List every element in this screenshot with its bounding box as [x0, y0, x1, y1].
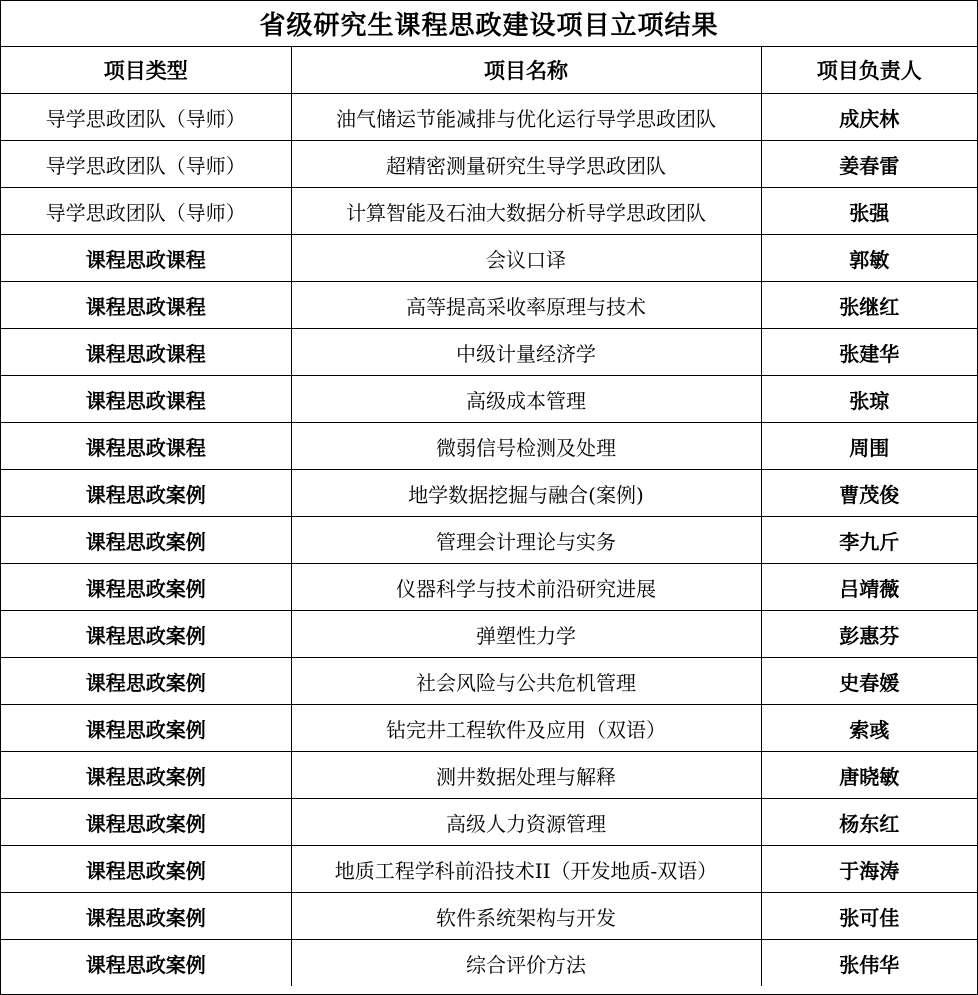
project-name-cell: 高级人力资源管理 [291, 799, 761, 846]
results-table [1, 1, 977, 986]
project-lead-cell: 吕靖薇 [761, 564, 977, 611]
project-type-cell: 课程思政案例 [1, 517, 291, 564]
project-name-cell: 地质工程学科前沿技术II（开发地质-双语） [291, 846, 761, 893]
project-lead-cell: 周围 [761, 423, 977, 470]
project-name-cell: 地学数据挖掘与融合(案例) [291, 470, 761, 517]
table-row [1, 752, 977, 799]
project-type-cell: 课程思政案例 [1, 705, 291, 752]
project-type-cell: 课程思政案例 [1, 846, 291, 893]
project-lead-cell: 张琼 [761, 376, 977, 423]
project-name-cell: 社会风险与公共危机管理 [291, 658, 761, 705]
project-lead-cell: 曹茂俊 [761, 470, 977, 517]
table-row [1, 329, 977, 376]
project-lead-cell: 张建华 [761, 329, 977, 376]
project-type-cell: 课程思政案例 [1, 893, 291, 940]
project-type-cell: 课程思政课程 [1, 423, 291, 470]
project-name-cell: 会议口译 [291, 235, 761, 282]
project-name-cell: 软件系统架构与开发 [291, 893, 761, 940]
table-row [1, 940, 977, 987]
project-lead-cell: 李九斤 [761, 517, 977, 564]
header-project-name: 项目名称 [291, 47, 761, 94]
project-lead-cell: 张伟华 [761, 940, 977, 987]
project-type-cell: 课程思政案例 [1, 752, 291, 799]
project-type-cell: 课程思政课程 [1, 329, 291, 376]
table-row [1, 799, 977, 846]
project-name-cell: 油气储运节能减排与优化运行导学思政团队 [291, 94, 761, 141]
project-type-cell: 课程思政案例 [1, 799, 291, 846]
project-name-cell: 仪器科学与技术前沿研究进展 [291, 564, 761, 611]
project-lead-cell: 成庆林 [761, 94, 977, 141]
project-lead-cell: 彭惠芬 [761, 611, 977, 658]
project-type-cell: 课程思政案例 [1, 940, 291, 987]
project-name-cell: 钻完井工程软件及应用（双语） [291, 705, 761, 752]
project-lead-cell: 张强 [761, 188, 977, 235]
project-type-cell: 课程思政案例 [1, 470, 291, 517]
header-project-lead: 项目负责人 [761, 47, 977, 94]
project-lead-cell: 姜春雷 [761, 141, 977, 188]
table-row [1, 141, 977, 188]
project-lead-cell: 郭敏 [761, 235, 977, 282]
project-lead-cell: 张继红 [761, 282, 977, 329]
project-type-cell: 课程思政案例 [1, 611, 291, 658]
table-row [1, 188, 977, 235]
table-row [1, 94, 977, 141]
project-name-cell: 弹塑性力学 [291, 611, 761, 658]
project-lead-cell: 杨东红 [761, 799, 977, 846]
project-lead-cell: 于海涛 [761, 846, 977, 893]
project-name-cell: 中级计量经济学 [291, 329, 761, 376]
project-type-cell: 课程思政案例 [1, 658, 291, 705]
header-row [1, 47, 977, 94]
table-row [1, 611, 977, 658]
table-row [1, 893, 977, 940]
project-lead-cell: 索彧 [761, 705, 977, 752]
project-name-cell: 计算智能及石油大数据分析导学思政团队 [291, 188, 761, 235]
project-type-cell: 课程思政课程 [1, 282, 291, 329]
table-row [1, 376, 977, 423]
table-row [1, 564, 977, 611]
project-name-cell: 管理会计理论与实务 [291, 517, 761, 564]
page-title: 省级研究生课程思政建设项目立项结果 [1, 1, 977, 47]
project-type-cell: 课程思政课程 [1, 376, 291, 423]
project-lead-cell: 张可佳 [761, 893, 977, 940]
project-name-cell: 测井数据处理与解释 [291, 752, 761, 799]
table-row [1, 235, 977, 282]
table-row [1, 705, 977, 752]
project-name-cell: 高等提高采收率原理与技术 [291, 282, 761, 329]
table-row [1, 423, 977, 470]
table-row [1, 282, 977, 329]
project-type-cell: 课程思政案例 [1, 564, 291, 611]
table-row [1, 517, 977, 564]
project-type-cell: 导学思政团队（导师） [1, 141, 291, 188]
project-name-cell: 超精密测量研究生导学思政团队 [291, 141, 761, 188]
title-row [1, 1, 977, 47]
project-name-cell: 微弱信号检测及处理 [291, 423, 761, 470]
project-type-cell: 导学思政团队（导师） [1, 188, 291, 235]
table-row [1, 470, 977, 517]
project-name-cell: 综合评价方法 [291, 940, 761, 987]
project-type-cell: 导学思政团队（导师） [1, 94, 291, 141]
table-row [1, 658, 977, 705]
header-project-type: 项目类型 [1, 47, 291, 94]
table-row [1, 846, 977, 893]
project-type-cell: 课程思政课程 [1, 235, 291, 282]
project-lead-cell: 唐晓敏 [761, 752, 977, 799]
project-name-cell: 高级成本管理 [291, 376, 761, 423]
project-lead-cell: 史春媛 [761, 658, 977, 705]
